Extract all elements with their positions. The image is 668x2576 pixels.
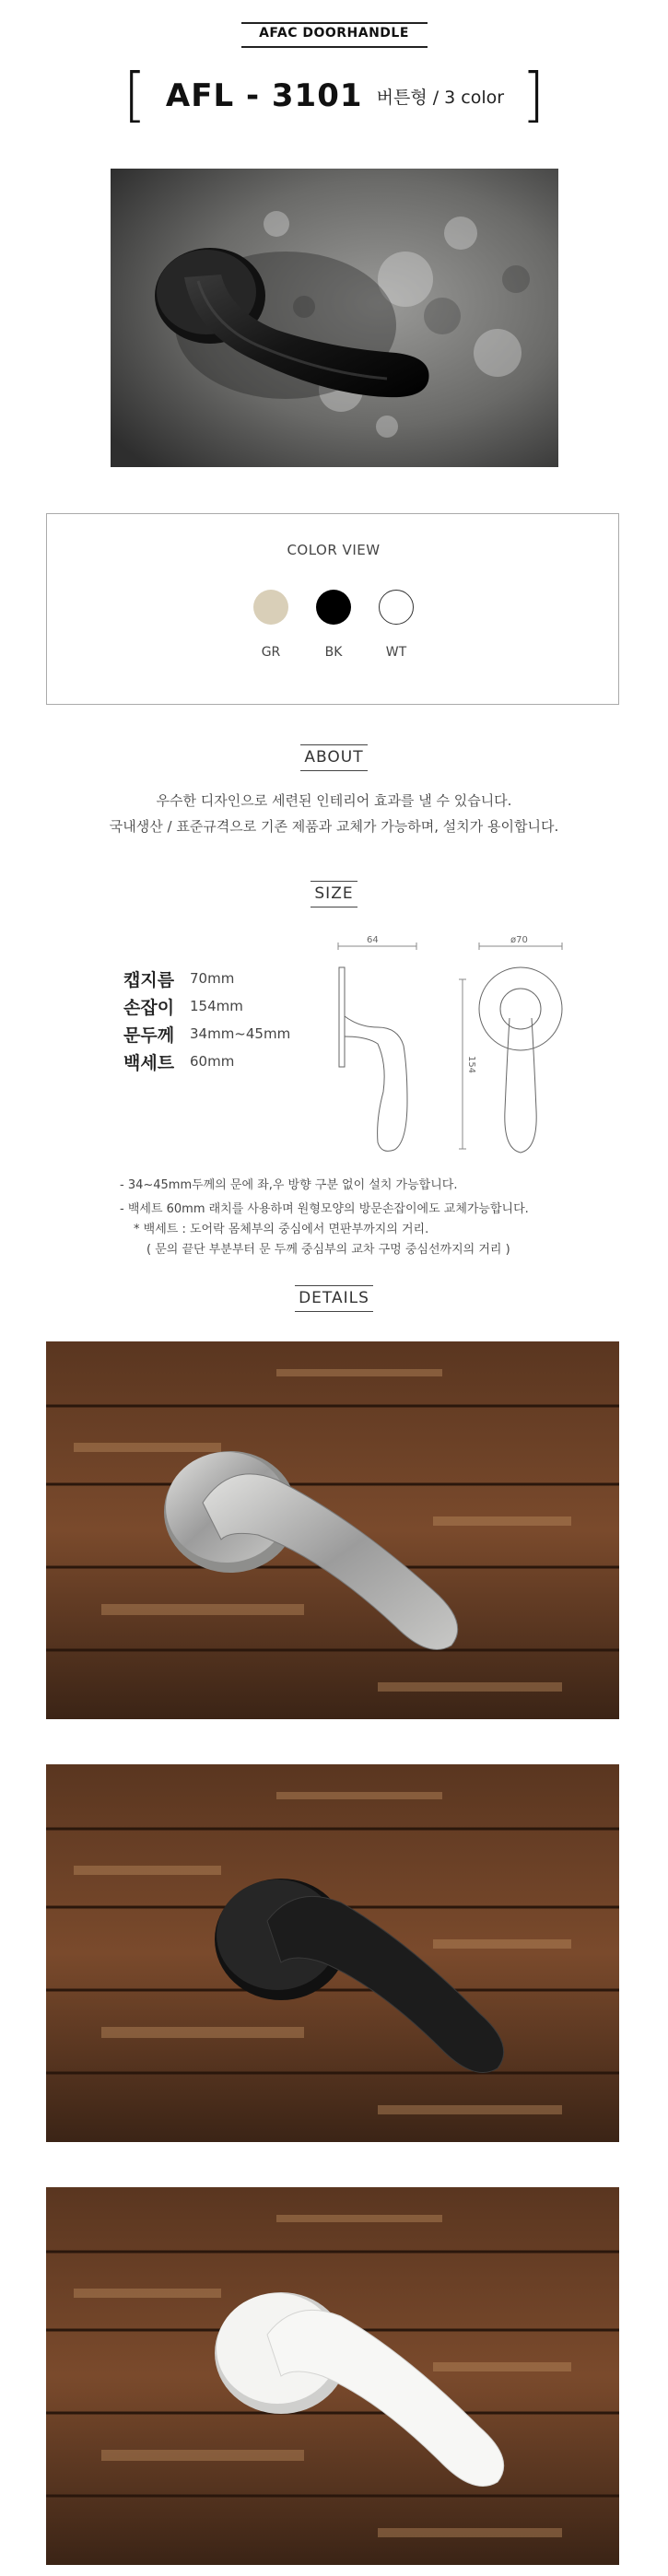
title-block [0, 62, 668, 130]
size-note-3: * 백세트 : 도어락 몸체부의 중심에서 면판부까지의 거리. [134, 1223, 429, 1236]
dim-cap-label: ø70 [510, 935, 528, 945]
size-note-1: - 34~45mm두께의 문에 좌,우 방향 구분 없이 설치 가능합니다. [120, 1178, 458, 1192]
about-heading: ABOUT [0, 744, 668, 771]
hero-product-photo [111, 169, 558, 467]
dim-width-label: 64 [367, 935, 379, 945]
product-model: AFL - 3101 [165, 77, 363, 114]
swatch-label-wt: WT [385, 645, 407, 660]
spec-value-door: 34mm~45mm [190, 1025, 291, 1042]
brand-label: AFAC DOORHANDLE [259, 26, 409, 41]
spec-label-handle: 손잡이 [123, 998, 175, 1018]
color-view-box [46, 513, 619, 705]
details-heading: DETAILS [0, 1285, 668, 1312]
spec-value-backset: 60mm [190, 1053, 235, 1070]
size-note-4: ( 문의 끝단 부분부터 문 두께 중심부의 교차 구멍 중심선까지의 거리 ) [146, 1243, 510, 1257]
size-heading: SIZE [0, 881, 668, 907]
title-bracket-left: [ [123, 62, 146, 130]
product-subtitle: 버튼형 / 3 color [376, 87, 505, 108]
spec-label-cap: 캡지름 [123, 970, 175, 990]
swatch-label-gr: GR [261, 645, 281, 660]
swatch-label-bk: BK [324, 645, 343, 660]
brand-top-rule [241, 22, 428, 24]
size-diagram [322, 935, 580, 1165]
title-bracket-right: ] [522, 62, 545, 130]
spec-label-door: 문두께 [123, 1025, 175, 1046]
swatch-bk[interactable] [316, 590, 351, 625]
swatch-wt[interactable] [379, 590, 414, 625]
detail-photo-white [46, 2187, 619, 2565]
spec-label-backset: 백세트 [123, 1053, 175, 1073]
about-line-1: 우수한 디자인으로 세련된 인테리어 효과를 낼 수 있습니다. [156, 792, 512, 809]
detail-photo-black [46, 1764, 619, 2142]
about-line-2: 국내생산 / 표준규격으로 기존 제품과 교체가 가능하며, 설치가 용이합니다. [109, 818, 559, 835]
detail-photo-satin [46, 1341, 619, 1719]
spec-value-cap: 70mm [190, 970, 235, 987]
brand-bottom-rule [241, 46, 428, 48]
swatch-gr[interactable] [253, 590, 288, 625]
size-note-2: - 백세트 60mm 래치를 사용하며 원형모양의 방문손잡이에도 교체가능합니다. [120, 1202, 529, 1216]
dim-height-label: 154 [466, 1055, 477, 1074]
spec-value-handle: 154mm [190, 998, 243, 1014]
color-view-title: COLOR VIEW [287, 542, 381, 558]
